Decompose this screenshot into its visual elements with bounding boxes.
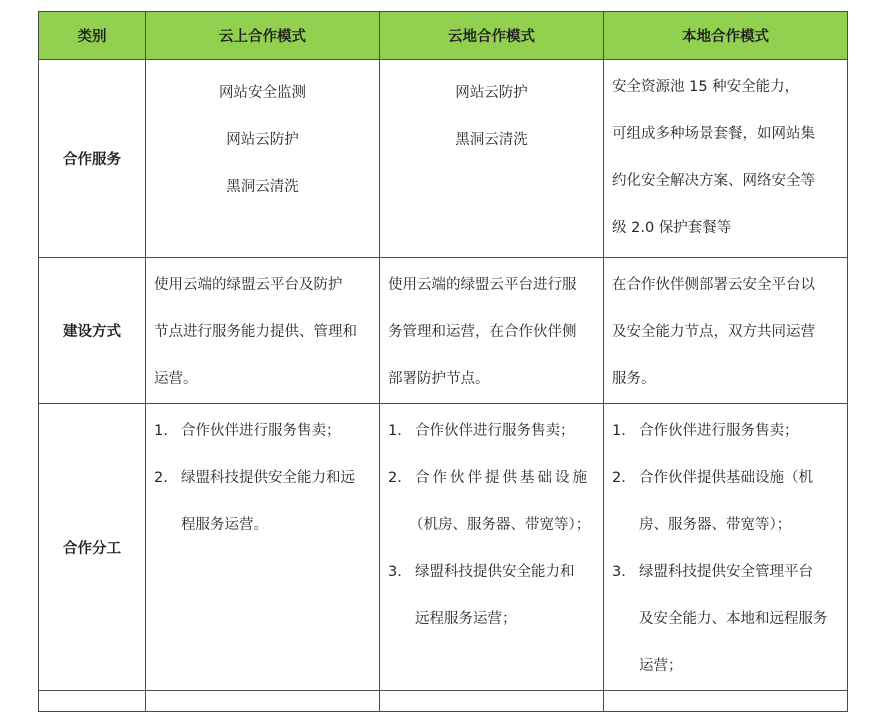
list-item [612, 455, 841, 549]
table-row-partial [39, 691, 848, 712]
list-item [612, 408, 841, 455]
list-item [388, 549, 597, 643]
cooperation-mode-table [38, 11, 848, 712]
list-text [181, 455, 373, 549]
list-number: 2. [154, 470, 168, 486]
table-row-services [39, 60, 848, 258]
cell-hybrid-construction [380, 258, 604, 404]
table-row-construction [39, 258, 848, 404]
text-line: 远程服务运营； [415, 611, 517, 627]
list-item [388, 455, 597, 549]
list-item [154, 455, 373, 549]
header-cloud-mode: 云上合作模式 [146, 12, 380, 60]
service-item: 网站云防护 [226, 132, 299, 148]
text-line: 使用云端的绿盟云平台及防护 [154, 277, 343, 293]
table-header-row [39, 12, 848, 60]
list-text: 合作伙伴进行服务售卖； [639, 423, 799, 439]
empty-cell [380, 691, 604, 712]
service-item: 网站安全监测 [219, 85, 306, 101]
list-text: 合作伙伴进行服务售卖； [415, 423, 575, 439]
text-line: 及安全能力节点，双方共同运营 [612, 324, 815, 340]
list-number: 3. [612, 564, 626, 580]
text-line: 合作伙伴提供基础设施（机 [639, 470, 813, 486]
service-item: 网站云防护 [455, 85, 528, 101]
text-line: 约化安全解决方案、网络安全等 [612, 173, 815, 189]
text-line: 运营； [639, 658, 683, 674]
empty-cell [39, 691, 146, 712]
list-text [409, 455, 597, 549]
text-line: 部署防护节点。 [388, 371, 490, 387]
cell-cloud-construction [146, 258, 380, 404]
list-item [154, 408, 373, 455]
cell-cloud-services [146, 60, 380, 258]
text-line: 服务。 [612, 371, 656, 387]
list-item [388, 408, 597, 455]
table-row-division [39, 404, 848, 691]
text-line: 运营。 [154, 371, 198, 387]
header-hybrid-mode: 云地合作模式 [380, 12, 604, 60]
text-line: 合作伙伴提供基础设施 [415, 470, 590, 486]
text-line: 程服务运营。 [181, 517, 268, 533]
list-number: 2. [388, 470, 402, 486]
text-line: 可组成多种场景套餐，如网站集 [612, 126, 815, 142]
cell-cloud-division [146, 404, 380, 691]
list-text [639, 455, 841, 549]
list-text [639, 549, 841, 690]
list-text: 合作伙伴进行服务售卖； [181, 423, 341, 439]
text-line: 级 2.0 保护套餐等 [612, 220, 732, 236]
empty-cell [146, 691, 380, 712]
text-line: 绿盟科技提供安全管理平台 [639, 564, 813, 580]
list-item [612, 549, 841, 690]
text-line: （机房、服务器、带宽等）； [409, 517, 591, 533]
text-line: 安全资源池 15 种安全能力， [612, 79, 800, 95]
list-number: 3. [388, 564, 402, 580]
cell-hybrid-division [380, 404, 604, 691]
cell-hybrid-services [380, 60, 604, 258]
list-number: 1. [388, 423, 402, 439]
empty-cell [604, 691, 848, 712]
cell-local-division [604, 404, 848, 691]
row-label: 合作服务 [39, 60, 146, 258]
text-line: 绿盟科技提供安全能力和 [415, 564, 575, 580]
service-item: 黑洞云清洗 [455, 132, 528, 148]
text-line: 及安全能力、本地和远程服务 [639, 611, 828, 627]
list-number: 2. [612, 470, 626, 486]
header-local-mode: 本地合作模式 [604, 12, 848, 60]
list-text [415, 549, 597, 643]
cell-local-services [604, 60, 848, 258]
text-line: 节点进行服务能力提供、管理和 [154, 324, 357, 340]
row-label: 合作分工 [39, 404, 146, 691]
text-line: 房、服务器、带宽等）； [639, 517, 792, 533]
list-number: 1. [154, 423, 168, 439]
text-line: 务管理和运营，在合作伙伴侧 [388, 324, 577, 340]
text-line: 绿盟科技提供安全能力和远 [181, 470, 355, 486]
list-number: 1. [612, 423, 626, 439]
service-item: 黑洞云清洗 [226, 179, 299, 195]
cell-local-construction [604, 258, 848, 404]
header-category: 类别 [39, 12, 146, 60]
text-line: 使用云端的绿盟云平台进行服 [388, 277, 577, 293]
text-line: 在合作伙伴侧部署云安全平台以 [612, 277, 815, 293]
row-label: 建设方式 [39, 258, 146, 404]
